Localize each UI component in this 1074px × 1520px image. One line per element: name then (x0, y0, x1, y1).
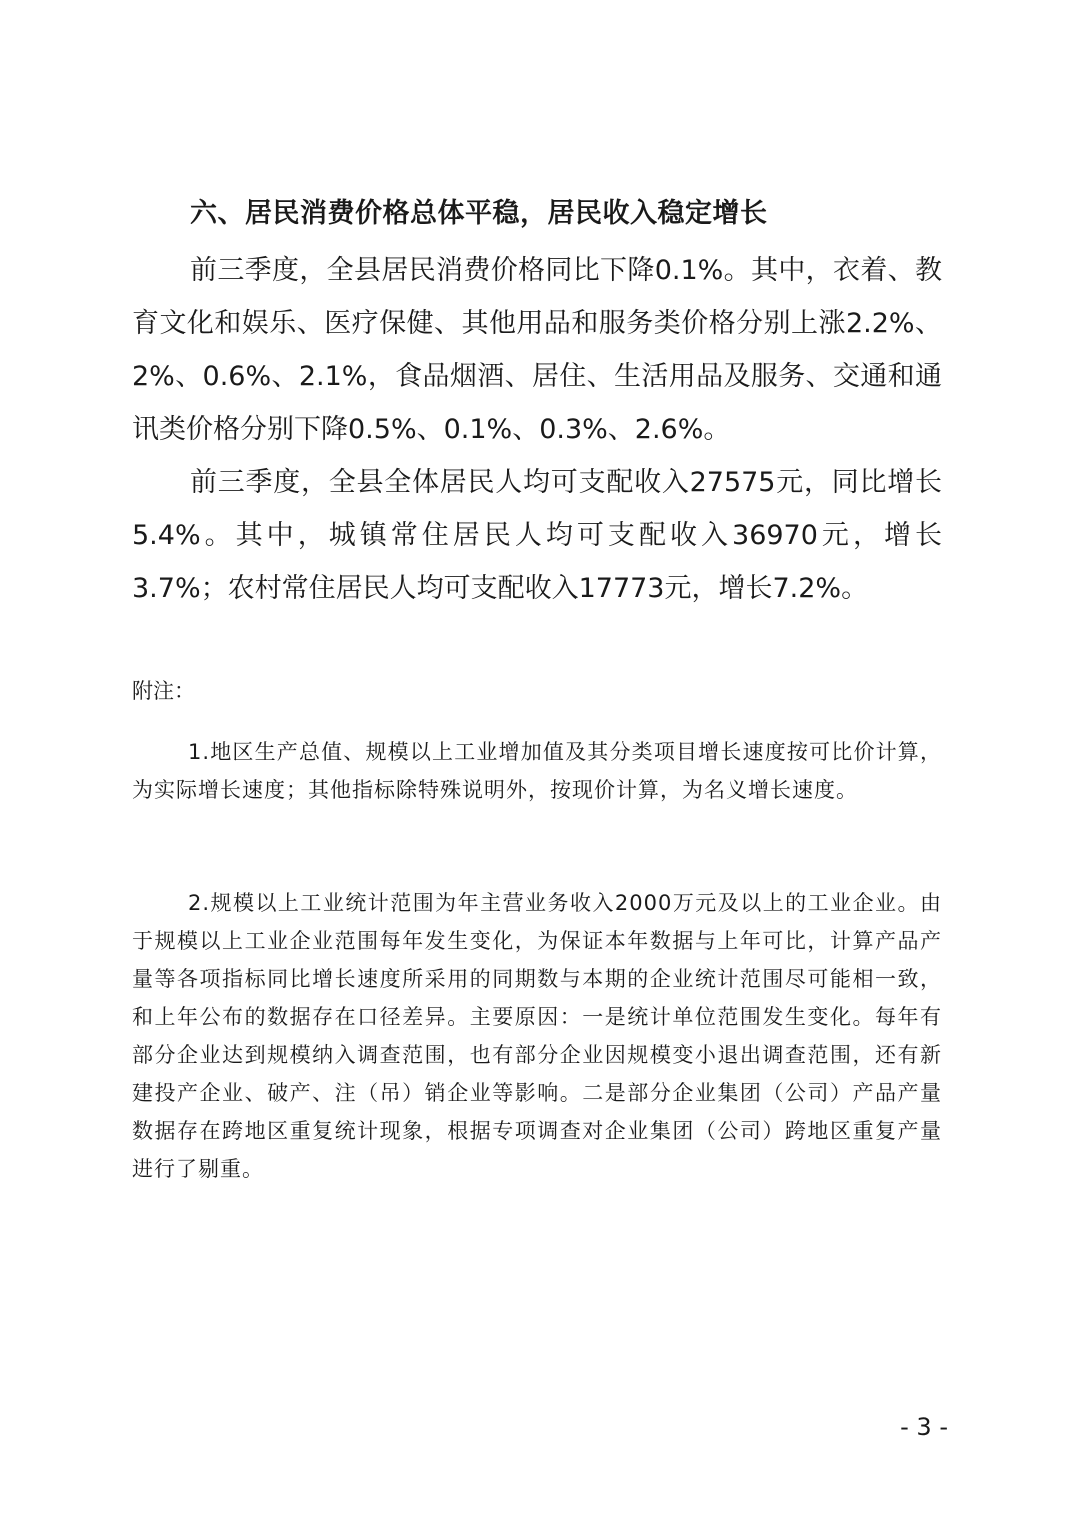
section-heading: 六、居民消费价格总体平稳，居民收入稳定增长 (190, 198, 768, 229)
notes-title: 附注： (132, 679, 195, 703)
note-item-1: 1.地区生产总值、规模以上工业增加值及其分类项目增长速度按可比价计算，为实际增长速度；其他指标除特殊说明外，按现价计算，为名义增长速度。 (132, 740, 942, 802)
page-number: - 3 - (900, 1413, 948, 1441)
note-item-2: 2.规模以上工业统计范围为年主营业务收入2000万元及以上的工业企业。由于规模以上工业企业范围每年发生变化，为保证本年数据与上年可比，计算产品产量等各项指标同比增长速度所采用的同期数与本期的企业统计范围尽可能相一致，和上年公布的数据存在口径差异。主要原因：一是统计单位范围发生变化。每年有部分企业达到规模纳入调查范围，也有部分企业因规模变小退出调查范围，还有新建投产企业、破产、注（吊）销企业等影响。二是部分企业集团（公司）产品产量数据存在跨地区重复统计现象，根据专项调查对企业集团（公司）跨地区重复产量进行了剔重。 (132, 891, 942, 1181)
income-paragraph: 前三季度，全县全体居民人均可支配收入27575元，同比增长5.4%。其中，城镇常住居民人均可支配收入36970元，增长3.7%；农村常住居民人均可支配收入17773元，增长7.2%。 (132, 467, 942, 604)
cpi-paragraph: 前三季度，全县居民消费价格同比下降0.1%。其中，衣着、教育文化和娱乐、医疗保健、其他用品和服务类价格分别上涨2.2%、2%、0.6%、2.1%，食品烟酒、居住、生活用品及服务、交通和通讯类价格分别下降0.5%、0.1%、0.3%、2.6%。 (132, 255, 942, 445)
